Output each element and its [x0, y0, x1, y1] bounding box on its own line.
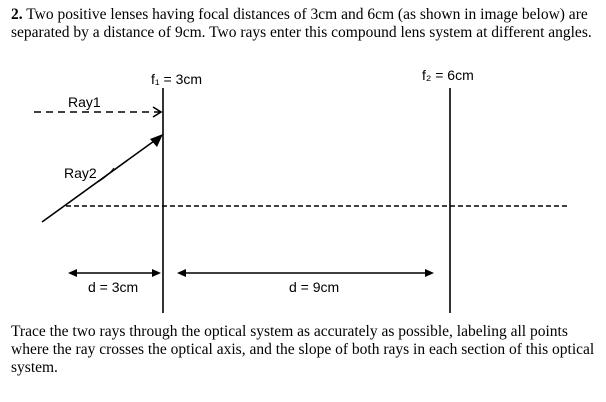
distance-arrow-2-head-left: [177, 269, 186, 277]
problem-instructions: Trace the two rays through the optical system as accurately as possible, labeling all points where the ray crosses the optical axis, and the slope of both rays in each section of this optical system.: [11, 323, 595, 376]
ray-2: [42, 136, 161, 222]
lens-1-label: f₁ = 3cm: [151, 71, 203, 87]
ray-1-label: Ray1: [68, 94, 101, 110]
distance-label-1: d = 3cm: [88, 279, 139, 295]
distance-arrow-1-head-right: [152, 269, 161, 277]
lens-2-label: f₂ = 6cm: [422, 67, 474, 83]
problem-intro-text: Two positive lenses having focal distances of 3cm and 6cm (as shown in image below) are separated by a distance of 9cm. Two rays enter this compound lens system at different angles.: [11, 6, 592, 41]
distance-arrow-2-head-right: [425, 269, 434, 277]
ray-2-label: Ray2: [64, 165, 97, 181]
ray-2-arrowhead: [150, 134, 163, 147]
distance-label-2: d = 9cm: [289, 279, 340, 295]
problem-number: 2.: [11, 6, 23, 23]
distance-arrow-1-head-left: [68, 269, 77, 277]
